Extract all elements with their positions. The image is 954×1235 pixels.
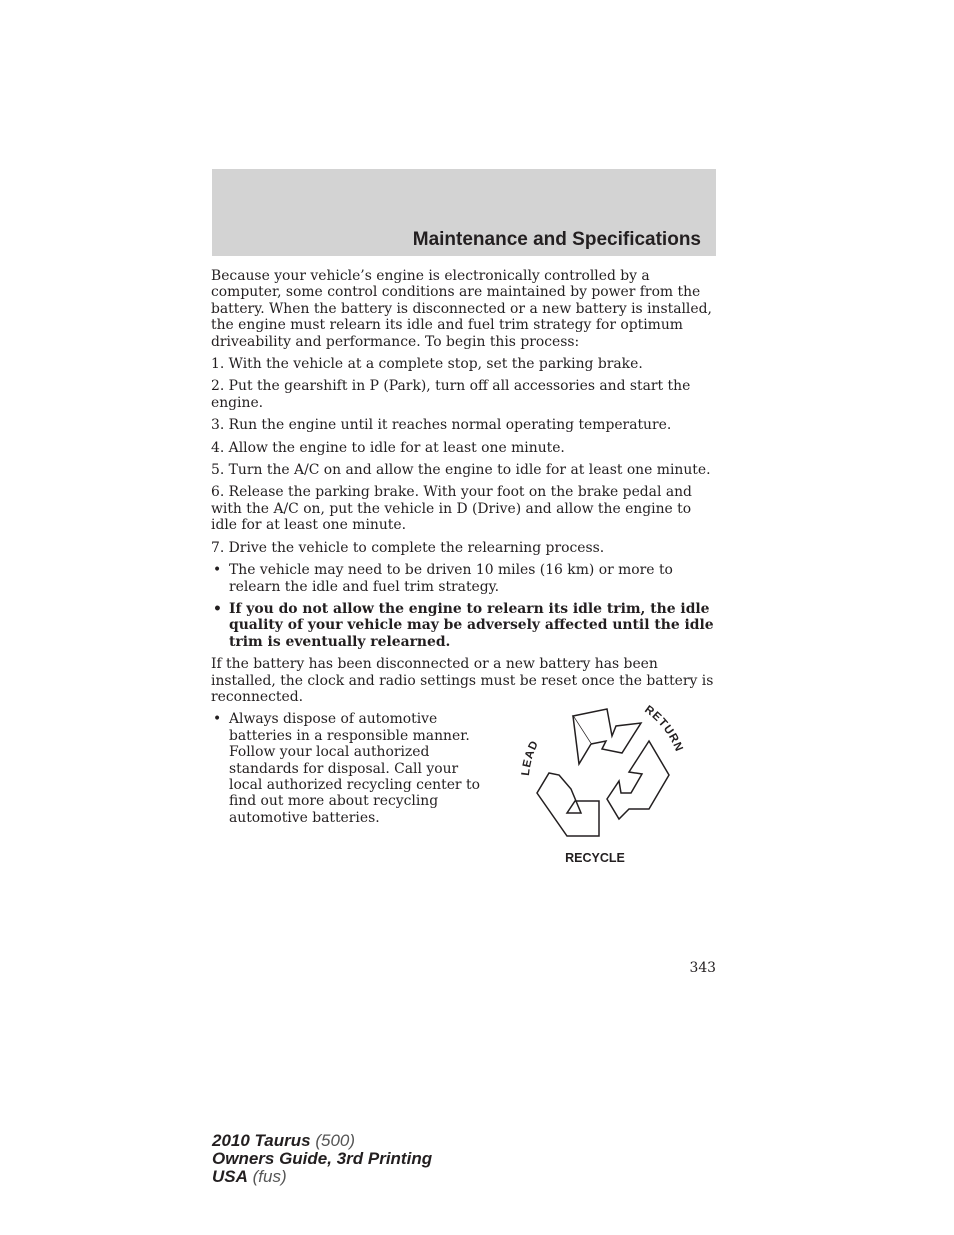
recycle-symbol <box>509 701 699 871</box>
footer-region-code: (fus) <box>252 1167 287 1186</box>
bullet-text: The vehicle may need to be driven 10 miles (16 km) or more to relearn the idle and fuel trim strategy. <box>229 562 673 595</box>
step-1: 1. With the vehicle at a complete stop, set the parking brake. <box>211 356 643 373</box>
section-title: Maintenance and Specifications <box>412 229 701 250</box>
step-5: 5. Turn the A/C on and allow the engine to idle for at least one minute. <box>211 462 711 479</box>
page-content <box>211 268 716 881</box>
recycle-label: RECYCLE <box>565 851 625 866</box>
lead-label: LEAD <box>519 738 542 777</box>
footer-line-region <box>212 1168 432 1186</box>
footer-line-model <box>212 1132 432 1150</box>
step-2: 2. Put the gearshift in P (Park), turn off all accessories and start the engine. <box>211 378 691 411</box>
bullet-disposal <box>211 711 481 826</box>
bullet-dot: • <box>213 711 222 728</box>
bullet-dot: • <box>213 562 222 579</box>
footer-guide: Owners Guide, 3rd Printing <box>212 1149 433 1168</box>
bullet-text: Always dispose of automotive batteries in a responsible manner. Follow your local authorized standards for disposal. Call your local authorized recycling center to find out more about recycling automotive batteries. <box>229 711 480 826</box>
step-6: 6. Release the parking brake. With your foot on the brake pedal and with the A/C on, put the vehicle in D (Drive) and allow the engine to idle for at least one minute. <box>211 484 692 534</box>
step-7: 7. Drive the vehicle to complete the relearning process. <box>211 539 605 556</box>
intro-paragraph: Because your vehicle’s engine is electronically controlled by a computer, some control conditions are maintained by power from the battery. When the battery is disconnected or a new battery is installed, the engine must relearn its idle and fuel trim strategy for optimum driveability and performance. To begin this process: <box>211 268 712 350</box>
bullet-idle-trim-warning <box>211 601 716 650</box>
footer-model: 2010 Taurus <box>212 1131 311 1150</box>
step-3: 3. Run the engine until it reaches normal operating temperature. <box>211 417 672 434</box>
bullet-drive-distance <box>211 562 716 595</box>
disposal-section <box>211 703 716 881</box>
battery-note: If the battery has been disconnected or a new battery has been installed, the clock and radio settings must be reset once the battery is reconnected. <box>211 656 714 705</box>
bullet-dot: • <box>213 600 222 617</box>
footer-line-guide <box>212 1150 432 1168</box>
return-label: RETURN <box>642 703 686 755</box>
footer-region: USA <box>212 1167 248 1186</box>
recycle-arrows-icon <box>509 701 699 871</box>
footer-print-info <box>212 1132 432 1186</box>
section-header-band <box>212 169 716 256</box>
bullet-text: If you do not allow the engine to relearn its idle trim, the idle quality of your vehicle may be adversely affected until the idle trim is eventually relearned. <box>229 600 714 650</box>
page-number: 343 <box>689 960 716 976</box>
footer-model-code: (500) <box>315 1131 356 1150</box>
step-4: 4. Allow the engine to idle for at least one minute. <box>211 439 565 456</box>
